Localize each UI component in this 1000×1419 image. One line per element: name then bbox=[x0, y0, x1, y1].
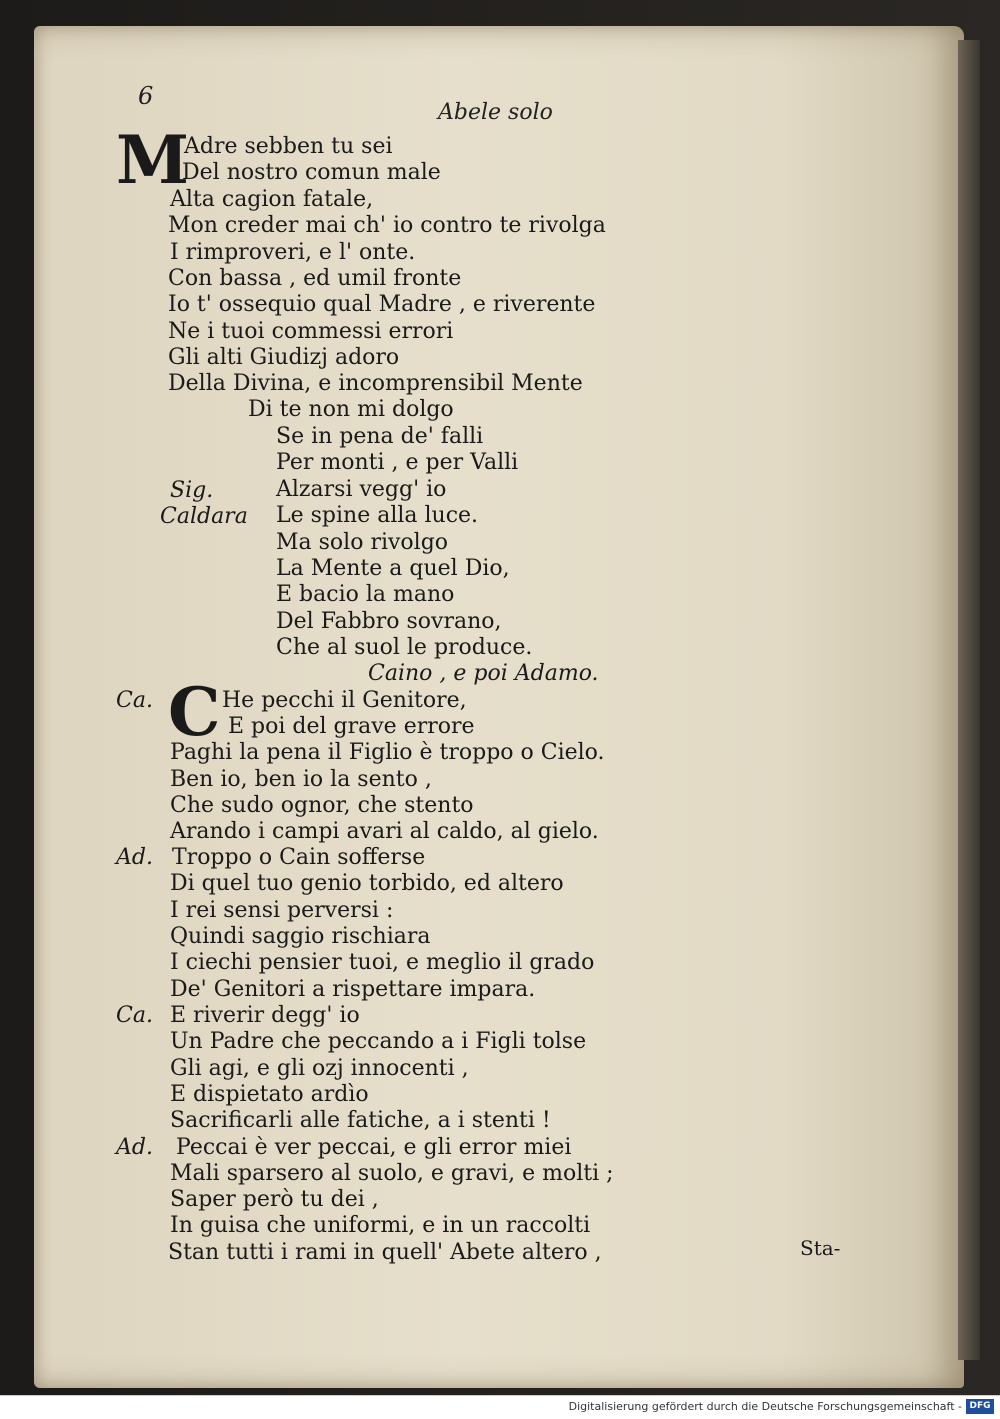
stage-direction: Caino , e poi Adamo. bbox=[368, 661, 599, 686]
verse-line: Gli alti Giudizj adoro bbox=[168, 345, 400, 370]
verse-line: E bacio la mano bbox=[276, 582, 455, 607]
dropcap-c: C bbox=[168, 673, 221, 751]
verse-line: Saper però tu dei , bbox=[170, 1187, 379, 1212]
verse-line: Con bassa , ed umil fronte bbox=[168, 266, 462, 291]
verse-line: Sacrificarli alle fatiche, a i stenti ! bbox=[170, 1108, 551, 1133]
verse-line: Che al suol le produce. bbox=[276, 635, 533, 660]
verse-line: Mon creder mai ch' io contro te rivolga bbox=[168, 213, 606, 238]
verse-line: Arando i campi avari al caldo, al gielo. bbox=[170, 819, 599, 844]
dropcap-m: M bbox=[116, 121, 190, 199]
speaker-label: Caldara bbox=[160, 504, 248, 529]
verse-line: He pecchi il Genitore, bbox=[222, 688, 467, 713]
verse-line: Di quel tuo genio torbido, ed altero bbox=[170, 871, 564, 896]
verse-line: Che sudo ognor, che stento bbox=[170, 793, 474, 818]
verse-line: In guisa che uniformi, e in un raccolti bbox=[170, 1213, 591, 1238]
verse-line: Le spine alla luce. bbox=[276, 503, 479, 528]
verse-line: I ciechi pensier tuoi, e meglio il grado bbox=[170, 950, 595, 975]
speaker-label: Ca. bbox=[116, 688, 153, 713]
verse-line: Se in pena de' falli bbox=[276, 424, 484, 449]
speaker-label: Ad. bbox=[116, 1135, 153, 1160]
verse-line: Paghi la pena il Figlio è troppo o Cielo. bbox=[170, 740, 605, 765]
verse-line: E poi del grave errore bbox=[228, 714, 475, 739]
speaker-label: Ca. bbox=[116, 1003, 153, 1028]
verse-line: Per monti , e per Valli bbox=[276, 450, 519, 475]
verse-line: Del nostro comun male bbox=[182, 160, 441, 185]
verse-line: Ne i tuoi commessi errori bbox=[168, 319, 454, 344]
page-number: 6 bbox=[138, 82, 154, 110]
verse-line: Quindi saggio rischiara bbox=[170, 924, 431, 949]
verse-line: La Mente a quel Dio, bbox=[276, 556, 510, 581]
catchword: Sta- bbox=[800, 1236, 841, 1260]
verse-line: Adre sebben tu sei bbox=[184, 134, 393, 159]
page-edge bbox=[958, 40, 980, 1360]
verse-line: Alta cagion fatale, bbox=[170, 187, 374, 212]
verse-line: Del Fabbro sovrano, bbox=[276, 609, 502, 634]
verse-line: I rimproveri, e l' onte. bbox=[170, 240, 416, 265]
funding-notice: Digitalisierung gefördert durch die Deutsche Forschungsgemeinschaft - bbox=[568, 1400, 962, 1413]
verse-line: Di te non mi dolgo bbox=[248, 397, 454, 422]
verse-line: Della Divina, e incomprensibil Mente bbox=[168, 371, 583, 396]
verse-line: E dispietato ardìo bbox=[170, 1082, 369, 1107]
dfg-logo: DFG bbox=[966, 1399, 994, 1414]
verse-line: Ma solo rivolgo bbox=[276, 530, 449, 555]
footer-bar bbox=[0, 1395, 1000, 1419]
running-header: Abele solo bbox=[438, 100, 553, 125]
verse-line: Gli agi, e gli ozj innocenti , bbox=[170, 1056, 469, 1081]
speaker-label: Ad. bbox=[116, 845, 153, 870]
verse-line: Mali sparsero al suolo, e gravi, e molti ; bbox=[170, 1161, 614, 1186]
verse-line: Io t' ossequio qual Madre , e riverente bbox=[168, 292, 596, 317]
speaker-label: Sig. bbox=[170, 478, 214, 503]
verse-line: Un Padre che peccando a i Figli tolse bbox=[170, 1029, 587, 1054]
verse-line: E riverir degg' io bbox=[170, 1003, 360, 1028]
verse-line: Troppo o Cain sofferse bbox=[172, 845, 426, 870]
verse-line: Peccai è ver peccai, e gli error miei bbox=[176, 1135, 572, 1160]
verse-line: Stan tutti i rami in quell' Abete altero , bbox=[168, 1240, 602, 1265]
verse-line: I rei sensi perversi : bbox=[170, 898, 394, 923]
verse-line: Alzarsi vegg' io bbox=[276, 477, 447, 502]
verse-line: De' Genitori a rispettare impara. bbox=[170, 977, 536, 1002]
verse-line: Ben io, ben io la sento , bbox=[170, 767, 432, 792]
